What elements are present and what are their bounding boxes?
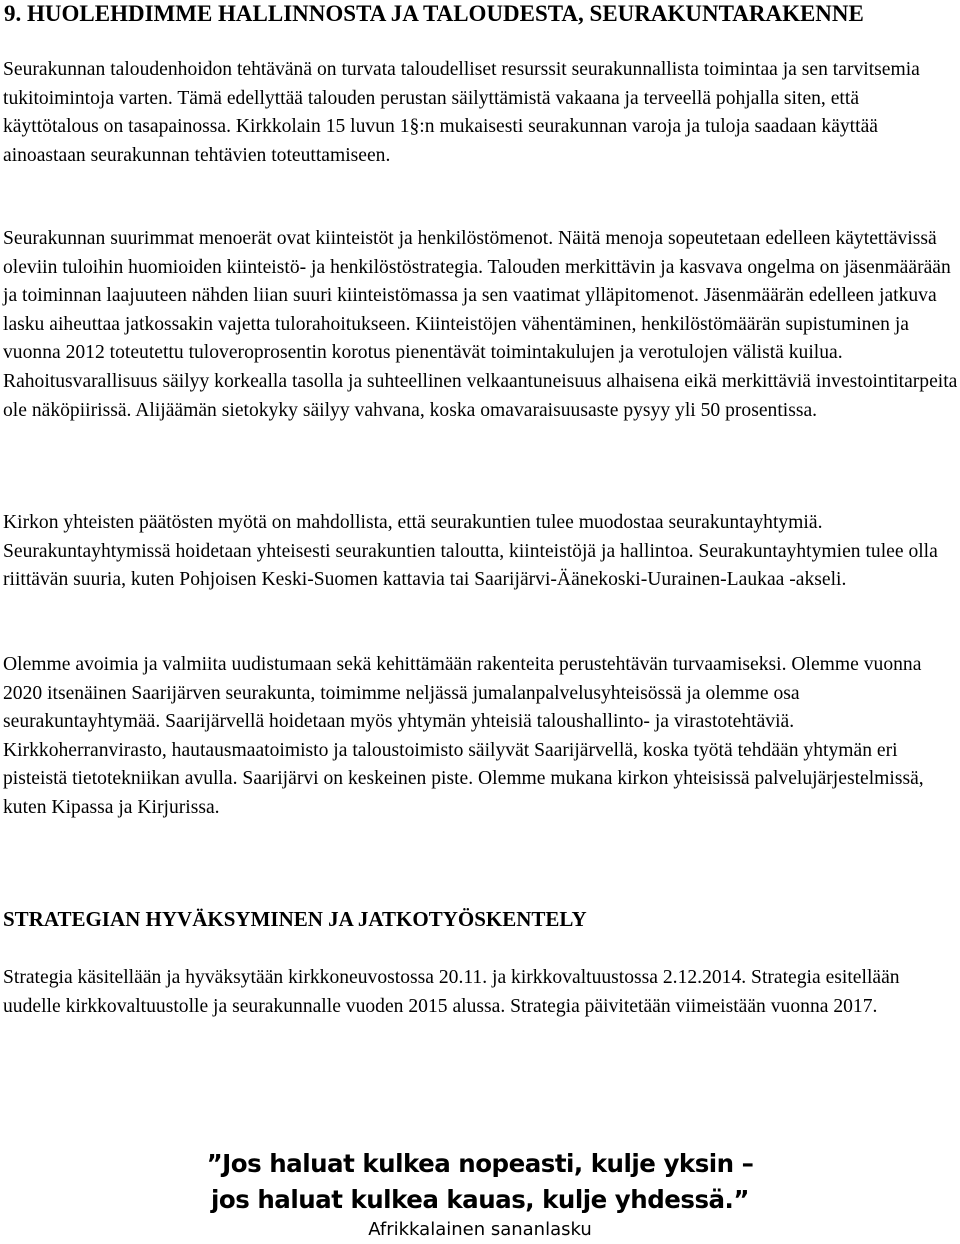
quote-source: Afrikkalainen sananlasku: [368, 1219, 592, 1240]
proverb-quote: [0, 1146, 960, 1242]
strategy-heading: STRATEGIAN HYVÄKSYMINEN JA JATKOTYÖSKENTELY: [3, 907, 587, 931]
section-heading: 9. HUOLEHDIMME HALLINNOSTA JA TALOUDESTA, SEURAKUNTARAKENNE: [4, 1, 864, 26]
paragraph-strategy: Strategia käsitellään ja hyväksytään kirkkoneuvostossa 20.11. ja kirkkovaltuustossa 2.12.2014. Strategia esitellään uudelle kirkkovaltuustolle ja seurakunnalle vuoden 2015 alussa. Strategia päivitetään viimeistään vuonna 2017.: [3, 967, 900, 1017]
paragraph-renewal: Olemme avoimia ja valmiita uudistumaan sekä kehittämään rakenteita perustehtävän turvaamiseksi. Olemme vuonna 2020 itsenäinen Saarijärven seurakunta, toimimme neljässä jumalanpalvelusyhteisössä ja olemme osa seurakuntayhtymää. Saarijärvellä hoidetaan myös yhtymän yhteisiä taloushallinto- ja virastotehtäviä. Kirkkoherranvirasto, hautausmaatoimisto ja taloustoimisto säilyvät Saarijärvellä, koska työtä tehdään yhtymän eri pisteistä tietotekniikan avulla. Saarijärvi on keskeinen piste. Olemme mukana kirkon yhteisissä palvelujärjestelmissä, kuten Kipassa ja Kirjurissa.: [3, 654, 924, 818]
paragraph-finance-purpose: Seurakunnan taloudenhoidon tehtävänä on turvata taloudelliset resurssit seurakunnallista toimintaa ja sen tarvitsemia tukitoimintoja varten. Tämä edellyttää talouden perustan säilyttämistä vakaana ja terveellä pohjalla siten, että käyttötalous on tasapainossa. Kirkkolain 15 luvun 1§:n mukaisesti seurakunnan varoja ja tuloja saadaan käyttää ainoastaan seurakunnan tehtävien toteuttamiseen.: [3, 59, 920, 166]
paragraph-expenses: Seurakunnan suurimmat menoerät ovat kiinteistöt ja henkilöstömenot. Näitä menoja sopeutetaan edelleen käytettävissä oleviin tuloihin huomioiden kiinteistö- ja henkilöstöstrategia. Talouden merkittävin ja kasvava ongelma on jäsenmäärään ja toiminnan laajuuteen nähden liian suuri kiinteistömassa ja sen vaatimat ylläpitomenot. Jäsenmäärän edelleen jatkuva lasku aiheuttaa jatkossakin vajetta tulorahoitukseen. Kiinteistöjen vähentäminen, henkilöstömäärän supistuminen ja vuonna 2012 toteutettu tuloveroprosentin korotus pienentävät toimintakulujen ja verotulojen välistä kuilua. Rahoitusvarallisuus säilyy korkealla tasolla ja suhteellinen velkaantuneisuus alhaisena eikä merkittäviä investointitarpeita ole näköpiirissä. Alijäämän sietokyky säilyy vahvana, koska omavaraisuusaste pysyy yli 50 prosentissa.: [3, 228, 958, 421]
paragraph-parish-unions: Kirkon yhteisten päätösten myötä on mahdollista, että seurakuntien tulee muodostaa seurakuntayhtymiä. Seurakuntayhtymissä hoidetaan yhteisesti seurakuntien taloutta, kiinteistöjä ja hallintoa. Seurakuntayhtymien tulee olla riittävän suuria, kuten Pohjoisen Keski-Suomen kattavia tai Saarijärvi-Äänekoski-Uurainen-Laukaa -akseli.: [3, 512, 938, 591]
quote-line-1: ”Jos haluat kulkea nopeasti, kulje yksin –: [206, 1149, 754, 1178]
quote-line-2: jos haluat kulkea kauas, kulje yhdessä.”: [211, 1185, 749, 1214]
